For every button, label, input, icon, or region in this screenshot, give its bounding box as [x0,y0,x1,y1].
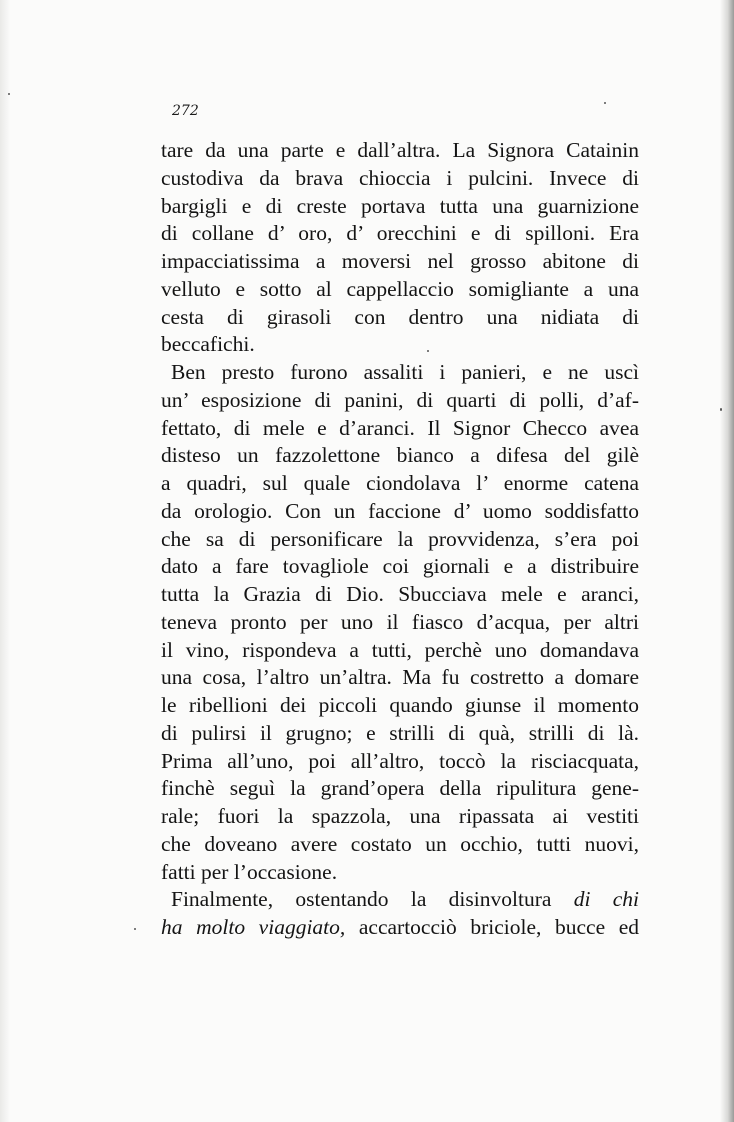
text-line: rale; fuori la spazzola, una ripassata ai vestiti [161,804,639,828]
text-line: fatti per l’occasione. [161,859,338,884]
text-segment: accartocciò briciole, bucce ed [358,915,640,939]
text-line: cesta di girasoli con dentro una nidiata di [161,304,639,329]
text-line: il vino, rispondeva a tutti, perchè uno domandava [161,637,639,662]
paper-speck [8,93,10,95]
text-line: che doveano avere costato un occhio, tutti nuovi, [161,831,639,856]
body-text [161,137,639,942]
text-line: a quadri, sul quale ciondolava l’ enorme catena [161,471,639,495]
text-line: un’ esposizione di panini, di quarti di polli, d’af- [161,387,639,412]
text-line: che sa di personificare la provvidenza, s’era poi [161,526,639,551]
text-line: tare da una parte e dall’altra. La Signora Catainin [161,138,639,162]
paper-speck [427,350,429,352]
page-left-edge-shadow [0,0,10,1122]
text-line: dato a fare tovagliole coi giornali e a distribuire [161,554,639,579]
text-line: custodiva da brava chioccia i pulcini. Invece di [161,165,639,190]
text-line: tutta la Grazia di Dio. Sbucciava mele e aranci, [161,582,639,606]
text-line: una cosa, l’altro un’altra. Ma fu costretto a domare [161,665,639,690]
text-line: Prima all’uno, poi all’altro, toccò la risciacquata, [161,748,639,773]
text-segment: Finalmente, ostentando la disinvoltura [171,887,552,912]
italic-text: di chi [573,887,640,912]
text-line [161,914,639,942]
text-line [161,886,639,914]
text-line: velluto e sotto al cappellaccio somigliante a una [161,276,639,301]
paper-speck [604,102,606,104]
text-line: disteso un fazzolettone bianco a difesa del gilè [161,443,639,468]
text-line: teneva pronto per uno il fiasco d’acqua, per altri [161,609,639,634]
text-line: impacciatissima a moversi nel grosso abitone di [161,249,639,273]
text-line: fettato, di mele e d’aranci. Il Signor Checco avea [161,415,639,440]
text-line: Ben presto furono assaliti i panieri, e ne uscì [171,360,639,384]
page-number: 272 [172,103,199,119]
text-line: bargigli e di creste portava tutta una guarnizione [161,193,639,218]
text-line: beccafichi. [161,332,255,357]
paper-speck [134,928,136,930]
text-line: da orologio. Con un faccione d’ uomo soddisfatto [161,498,639,523]
text-line: le ribellioni dei piccoli quando giunse il momento [161,693,639,717]
text-line: di collane d’ oro, d’ orecchini e di spilloni. Era [161,221,639,246]
page-right-edge-shadow [720,0,734,1122]
italic-text: ha molto viaggiato, [161,915,346,939]
paper-speck [720,408,722,411]
text-line: di pulirsi il grugno; e strilli di quà, strilli di là. [161,720,639,745]
text-line: finchè seguì la grand’opera della ripulitura gene- [161,776,639,801]
